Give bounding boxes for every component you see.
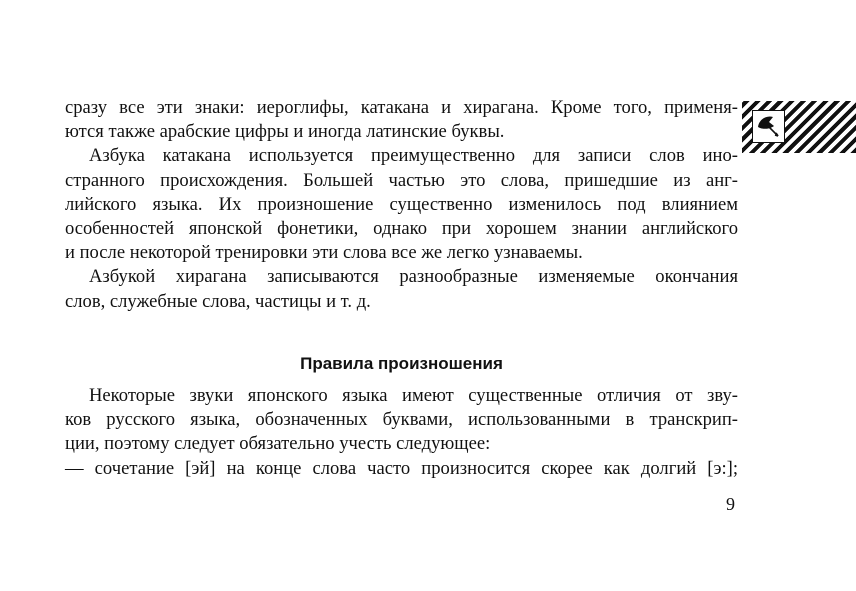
paragraph-hiragana xyxy=(65,265,738,313)
text-line: ков русского языка, обозначенных буквами, использованными в транскрип- xyxy=(65,409,738,431)
paragraph-scripts xyxy=(65,96,738,144)
text-line: ции, поэтому следует обязательно учесть следующее: xyxy=(65,433,491,455)
intro-text xyxy=(65,96,738,314)
paragraph-katakana xyxy=(65,144,738,265)
section-tab-icon-box xyxy=(752,110,785,143)
paragraph-pronunciation xyxy=(65,384,738,481)
text-line: Азбука катакана используется преимущественно для записи слов ино- xyxy=(89,145,738,167)
text-line: сразу все эти знаки: иероглифы, катакана и хирагана. Кроме того, применя- xyxy=(65,97,738,118)
page-number: 9 xyxy=(726,494,735,514)
pronunciation-text xyxy=(65,384,738,481)
text-line: и после некоторой тренировки эти слова все же легко узнаваемы. xyxy=(65,242,583,264)
text-line: слов, служебные слова, частицы и т. д. xyxy=(65,290,371,312)
text-line: особенностей японской фонетики, однако при хорошем знании английского xyxy=(65,218,738,240)
text-line: Некоторые звуки японского языка имеют существенные отличия от зву- xyxy=(89,385,738,406)
text-line: ются также арабские цифры и иногда латинские буквы. xyxy=(65,121,505,143)
text-line: Азбукой хирагана записываются разнообразные изменяемые окончания xyxy=(89,266,738,288)
list-item: — сочетание [эй] на конце слова часто произносится скорее как долгий [э:]; xyxy=(65,457,738,479)
text-line: лийского языка. Их произношение существенно изменилось под влиянием xyxy=(65,193,738,215)
section-heading: Правила произношения xyxy=(300,354,503,373)
text-line: странного происхождения. Большей частью это слова, пришедшие из анг- xyxy=(65,169,738,191)
